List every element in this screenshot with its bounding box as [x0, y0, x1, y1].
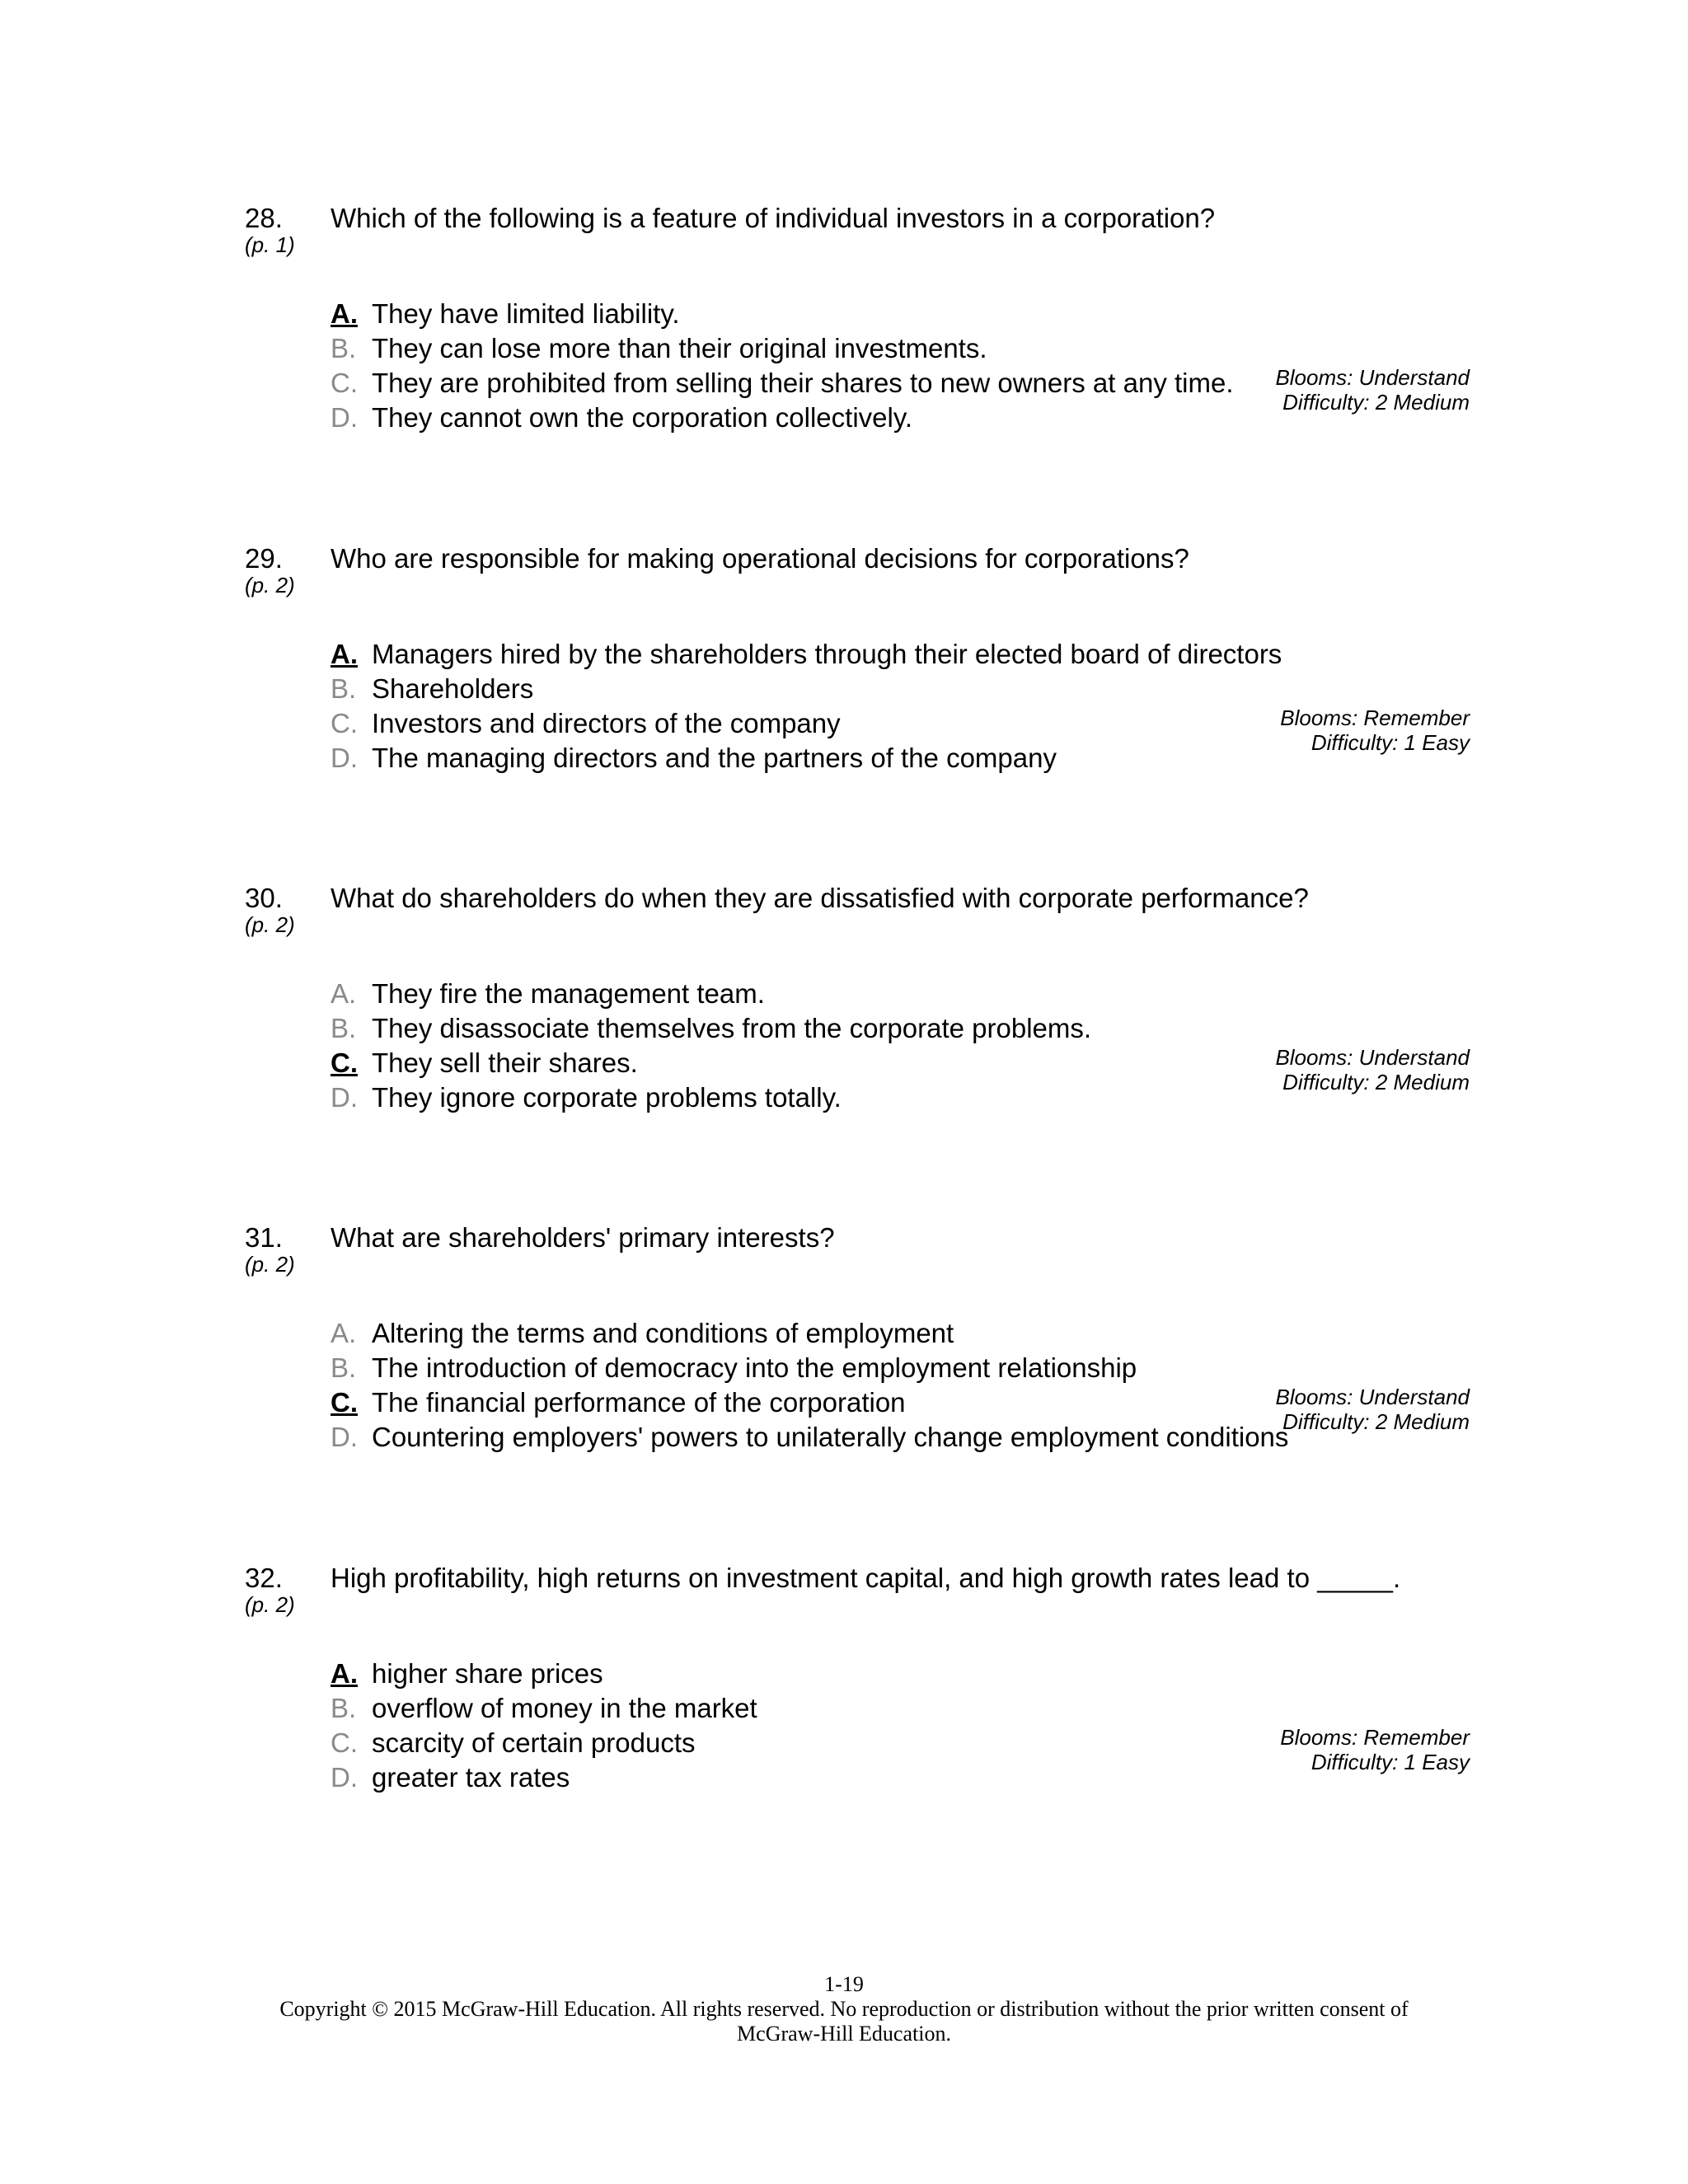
question-block: [245, 1221, 1470, 1535]
option-text: Investors and directors of the company: [372, 708, 841, 738]
question-text: Who are responsible for making operational decisions for corporations?: [331, 543, 1189, 574]
question-block: [245, 542, 1470, 855]
question-number: 30.: [245, 883, 283, 913]
answer-option: [331, 331, 1234, 366]
difficulty-level: Difficulty: 2 Medium: [1282, 390, 1470, 415]
question-metadata: [1275, 365, 1470, 415]
answer-options: [331, 977, 1091, 1115]
question-page-reference: (p. 2): [245, 912, 295, 937]
question-page-reference: (p. 2): [245, 1252, 295, 1277]
answer-options: [331, 297, 1234, 435]
option-text: The managing directors and the partners of the company: [372, 743, 1057, 773]
question-number: 29.: [245, 543, 283, 574]
option-letter: A.: [331, 298, 358, 329]
option-text: They are prohibited from selling their shares to new owners at any time.: [372, 368, 1234, 398]
answer-option: [331, 1760, 757, 1795]
option-letter: A.: [331, 639, 358, 669]
answer-option: [331, 1011, 1091, 1046]
answer-option: [331, 672, 1282, 706]
copyright-line-1: Copyright © 2015 McGraw-Hill Education. All rights reserved. No reproduction or distribution without the prior written consent of: [279, 1997, 1409, 2021]
option-letter: C.: [331, 368, 358, 398]
option-text: Countering employers' powers to unilaterally change employment conditions: [372, 1422, 1289, 1452]
option-text: They fire the management team.: [372, 978, 765, 1009]
page-number: 1-19: [824, 1972, 864, 1996]
option-letter: C.: [331, 1727, 358, 1758]
answer-option: [331, 1351, 1288, 1385]
copyright-line-2: McGraw-Hill Education.: [737, 2022, 951, 2046]
question-metadata: [1275, 1385, 1470, 1434]
answer-option: [331, 1420, 1288, 1455]
answer-options: [331, 1657, 757, 1795]
option-text: They have limited liability.: [372, 298, 680, 329]
option-letter: D.: [331, 1082, 358, 1113]
option-letter: B.: [331, 333, 357, 363]
option-letter: A.: [331, 978, 357, 1009]
option-text: They can lose more than their original investments.: [372, 333, 987, 363]
option-letter: C.: [331, 1047, 358, 1078]
answer-option: [331, 1080, 1091, 1115]
option-text: They cannot own the corporation collectively.: [372, 402, 913, 433]
answer-option: [331, 1691, 757, 1726]
option-text: Altering the terms and conditions of employment: [372, 1318, 954, 1348]
option-text: The financial performance of the corporation: [372, 1387, 906, 1418]
option-text: They ignore corporate problems totally.: [372, 1082, 842, 1113]
blooms-level: Blooms: Remember: [1280, 705, 1470, 730]
difficulty-level: Difficulty: 1 Easy: [1311, 1750, 1470, 1774]
option-letter: C.: [331, 1387, 358, 1418]
answer-option: [331, 401, 1234, 435]
option-text: The introduction of democracy into the employment relationship: [372, 1352, 1137, 1383]
answer-option: [331, 706, 1282, 741]
answer-option-correct: [331, 637, 1282, 672]
question-page-reference: (p. 2): [245, 573, 295, 598]
question-metadata: [1280, 705, 1470, 755]
answer-option: [331, 366, 1234, 401]
answer-option: [331, 741, 1282, 776]
option-text: scarcity of certain products: [372, 1727, 696, 1758]
blooms-level: Blooms: Understand: [1275, 365, 1470, 390]
answer-option-correct: [331, 1046, 1091, 1080]
option-letter: B.: [331, 1693, 357, 1723]
difficulty-level: Difficulty: 1 Easy: [1311, 730, 1470, 755]
option-letter: C.: [331, 708, 358, 738]
option-text: Shareholders: [372, 673, 534, 704]
blooms-level: Blooms: Remember: [1280, 1725, 1470, 1750]
question-text: High profitability, high returns on investment capital, and high growth rates lead to _____.: [331, 1563, 1401, 1593]
option-text: higher share prices: [372, 1658, 603, 1689]
question-number: 31.: [245, 1222, 283, 1253]
question-block: [245, 202, 1470, 515]
option-letter: A.: [331, 1658, 358, 1689]
question-block: [245, 1562, 1470, 1875]
option-letter: D.: [331, 1422, 358, 1452]
question-block: [245, 882, 1470, 1195]
page-footer: [0, 1972, 1688, 2046]
option-text: They disassociate themselves from the corporate problems.: [372, 1013, 1092, 1043]
difficulty-level: Difficulty: 2 Medium: [1282, 1070, 1470, 1094]
option-letter: A.: [331, 1318, 357, 1348]
option-text: greater tax rates: [372, 1762, 570, 1793]
option-text: Managers hired by the shareholders through their elected board of directors: [372, 639, 1282, 669]
option-text: overflow of money in the market: [372, 1693, 757, 1723]
difficulty-level: Difficulty: 2 Medium: [1282, 1409, 1470, 1434]
blooms-level: Blooms: Understand: [1275, 1045, 1470, 1070]
question-page-reference: (p. 1): [245, 232, 295, 257]
question-number: 32.: [245, 1563, 283, 1593]
option-letter: D.: [331, 402, 358, 433]
question-page-reference: (p. 2): [245, 1592, 295, 1617]
answer-option: [331, 1316, 1288, 1351]
question-metadata: [1275, 1045, 1470, 1094]
question-metadata: [1280, 1725, 1470, 1774]
question-text: Which of the following is a feature of individual investors in a corporation?: [331, 203, 1216, 233]
answer-options: [331, 637, 1282, 776]
option-text: They sell their shares.: [372, 1047, 638, 1078]
option-letter: D.: [331, 1762, 358, 1793]
answer-options: [331, 1316, 1288, 1455]
option-letter: B.: [331, 1013, 357, 1043]
option-letter: B.: [331, 673, 357, 704]
option-letter: B.: [331, 1352, 357, 1383]
blooms-level: Blooms: Understand: [1275, 1385, 1470, 1409]
answer-option: [331, 977, 1091, 1011]
option-letter: D.: [331, 743, 358, 773]
question-text: What do shareholders do when they are dissatisfied with corporate performance?: [331, 883, 1309, 913]
question-number: 28.: [245, 203, 283, 233]
answer-option-correct: [331, 1385, 1288, 1420]
answer-option-correct: [331, 297, 1234, 331]
question-text: What are shareholders' primary interests?: [331, 1222, 835, 1253]
answer-option: [331, 1726, 757, 1760]
answer-option-correct: [331, 1657, 757, 1691]
